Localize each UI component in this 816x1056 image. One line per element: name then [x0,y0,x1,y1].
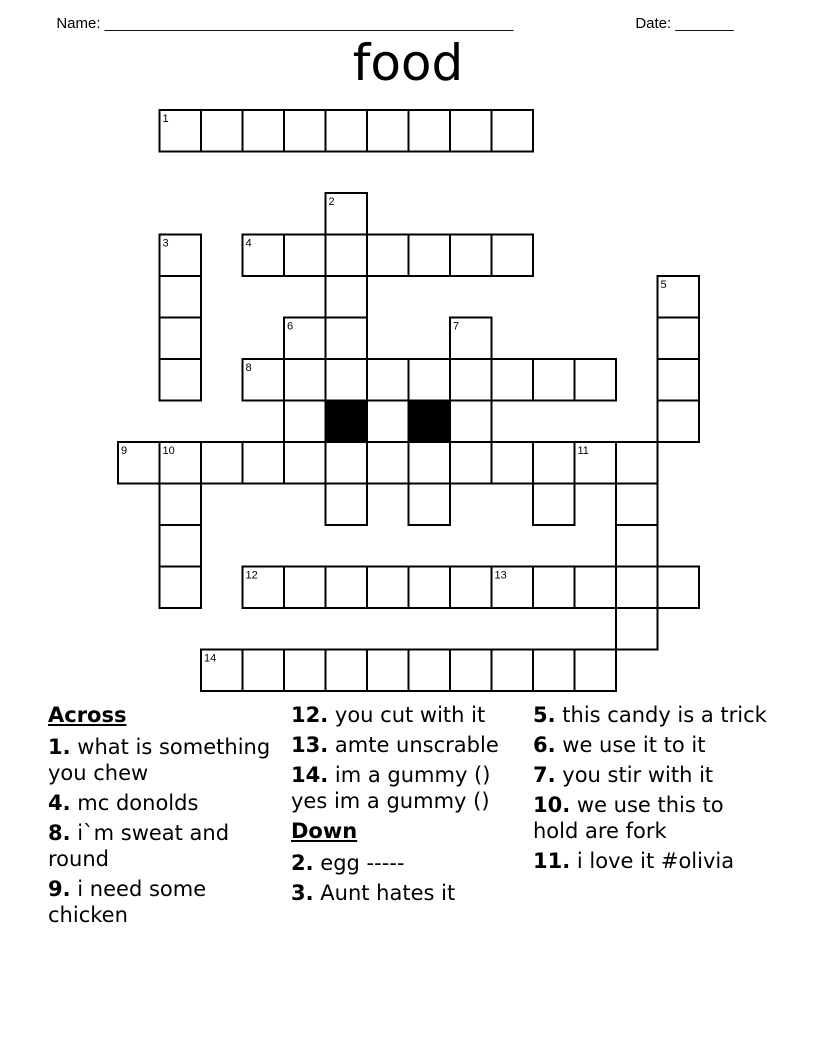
clue-text: mc donolds [77,791,199,815]
grid-cell[interactable] [409,567,451,609]
clue-number: 14. [291,763,329,787]
grid-cell[interactable] [492,359,534,401]
grid-cell[interactable] [450,567,492,609]
grid-cell[interactable] [284,567,326,609]
grid-cell[interactable] [160,359,202,401]
clue-text: you cut with it [334,703,486,727]
clues-column-1 [48,702,278,932]
clue-number: 12. [291,703,329,727]
grid-cell[interactable] [160,442,202,484]
grid-cell[interactable] [533,359,575,401]
grid-cell[interactable] [160,110,202,152]
clue-number-label: 13 [494,569,507,582]
grid-cell[interactable] [409,359,451,401]
clue-text: you stir with it [562,763,714,787]
grid-cell[interactable] [243,442,285,484]
clue-item [291,762,526,814]
grid-cell[interactable] [658,567,700,609]
grid-cell[interactable] [284,110,326,152]
grid-cell[interactable] [326,359,368,401]
clue-text: we use this to hold are fork [533,793,724,843]
grid-cell[interactable] [284,318,326,360]
grid-cell[interactable] [409,650,451,692]
grid-cell[interactable] [367,442,409,484]
grid-cell[interactable] [616,608,658,650]
clue-item [533,792,768,844]
clue-item [48,790,278,816]
date-field[interactable] [627,0,734,32]
clue-number-label: 12 [245,569,258,582]
clue-number-label: 3 [162,237,169,250]
grid-cell[interactable] [284,401,326,443]
grid-cell[interactable] [575,567,617,609]
grid-cell[interactable] [409,110,451,152]
grid-cell[interactable] [201,442,243,484]
grid-cell[interactable] [326,318,368,360]
puzzle-title: food [352,34,464,92]
grid-cell[interactable] [326,484,368,526]
down-heading: Down [291,819,358,843]
clue-text: amte unscrable [334,733,499,757]
clue-number-label: 7 [453,320,460,333]
clue-text: i need some chicken [48,877,207,927]
grid-cell[interactable] [243,235,285,277]
grid-cell[interactable] [450,442,492,484]
grid-cell[interactable] [450,318,492,360]
clue-number: 1. [48,735,71,759]
clue-number: 3. [291,881,314,905]
grid-cell[interactable] [409,442,451,484]
grid-cell[interactable] [160,318,202,360]
grid-cell[interactable] [533,650,575,692]
grid-cell[interactable] [367,110,409,152]
clue-item [48,820,278,872]
grid-cell[interactable] [284,442,326,484]
clue-item [48,734,278,786]
clue-item [291,880,526,906]
clues-column-3 [533,702,768,878]
grid-cell[interactable] [658,318,700,360]
clue-number: 7. [533,763,556,787]
clue-item [533,732,768,758]
grid-cell[interactable] [326,567,368,609]
grid-cell[interactable] [326,110,368,152]
grid-cell[interactable] [492,442,534,484]
clue-number: 4. [48,791,71,815]
grid-cell[interactable] [201,650,243,692]
grid-cell[interactable] [616,484,658,526]
clue-text: i love it #olivia [576,849,735,873]
grid-cell[interactable] [367,650,409,692]
date-blank[interactable]: _______ [675,15,734,32]
grid-cell[interactable] [326,650,368,692]
grid-cell[interactable] [326,442,368,484]
grid-cell[interactable] [492,567,534,609]
clue-item [291,702,526,728]
grid-cell[interactable] [160,484,202,526]
clue-item [291,850,526,876]
clue-number-label: 2 [328,196,335,208]
grid-cell[interactable] [575,359,617,401]
clue-number-label: 5 [660,279,667,291]
clue-number-label: 8 [245,362,252,374]
grid-cell[interactable] [367,567,409,609]
grid-cell[interactable] [326,276,368,318]
clue-number-label: 10 [162,445,175,457]
grid-cell[interactable] [118,442,160,484]
clue-number-label: 11 [577,445,589,457]
clue-number: 5. [533,703,556,727]
grid-cell[interactable] [450,401,492,443]
grid-cell[interactable] [284,235,326,277]
grid-cell[interactable] [367,235,409,277]
name-field[interactable] [48,0,513,32]
grid-cell[interactable] [409,484,451,526]
grid-cell[interactable] [367,401,409,443]
clue-number-label: 1 [162,113,169,125]
grid-cell[interactable] [201,110,243,152]
clue-text: we use it to it [562,733,706,757]
clue-text: this candy is a trick [562,703,767,727]
grid-cell[interactable] [243,359,285,401]
grid-cell[interactable] [658,401,700,443]
clue-number-label: 6 [287,320,294,333]
clue-number: 13. [291,733,329,757]
clue-number: 6. [533,733,556,757]
grid-cell[interactable] [492,650,534,692]
grid-cell[interactable] [533,484,575,526]
grid-cell[interactable] [284,650,326,692]
grid-cell[interactable] [450,359,492,401]
grid-cell[interactable] [284,359,326,401]
clue-number-label: 9 [121,445,128,457]
grid-cell[interactable] [409,235,451,277]
grid-cell[interactable] [575,442,617,484]
across-heading: Across [48,703,127,727]
grid-cell[interactable] [243,110,285,152]
grid-cell[interactable] [616,567,658,609]
name-blank[interactable]: _________________________________________________ [104,15,514,32]
clue-item [48,876,278,928]
black-cell [326,401,368,443]
grid-cell[interactable] [450,110,492,152]
grid-cell[interactable] [492,235,534,277]
clue-text: what is something you chew [48,735,271,785]
grid-cell[interactable] [326,235,368,277]
clue-item [533,762,768,788]
clue-number: 11. [533,849,571,873]
grid-cell[interactable] [658,359,700,401]
clue-number: 10. [533,793,571,817]
clue-text: Aunt hates it [320,881,456,905]
grid-cell[interactable] [575,650,617,692]
clue-text: egg ----- [320,851,405,875]
grid-cell[interactable] [243,650,285,692]
grid-cell[interactable] [450,235,492,277]
clue-number-label: 4 [245,237,252,250]
grid-cell[interactable] [160,235,202,277]
date-label: Date: [635,15,672,32]
grid-cell[interactable] [533,442,575,484]
black-cell [409,401,451,443]
clue-item [291,732,526,758]
clue-number: 2. [291,851,314,875]
clue-number: 9. [48,877,71,901]
clue-number-label: 14 [204,652,217,665]
grid-cell[interactable] [160,525,202,567]
clue-item [533,702,768,728]
grid-cell[interactable] [243,567,285,609]
grid-cell[interactable] [533,567,575,609]
grid-cell[interactable] [616,442,658,484]
clues-column-2 [291,702,526,910]
clue-text: i`m sweat and round [48,821,230,871]
grid-cell[interactable] [492,110,534,152]
grid-cell[interactable] [658,276,700,318]
grid-cell[interactable] [450,650,492,692]
name-label: Name: [56,15,101,32]
grid-cell[interactable] [367,359,409,401]
clue-text: im a gummy () yes im a gummy () [291,763,491,813]
grid-cell[interactable] [616,525,658,567]
clue-number: 8. [48,821,71,845]
clue-item [533,848,768,874]
grid-cell[interactable] [160,567,202,609]
grid-cell[interactable] [160,276,202,318]
grid-cell[interactable] [326,193,368,235]
